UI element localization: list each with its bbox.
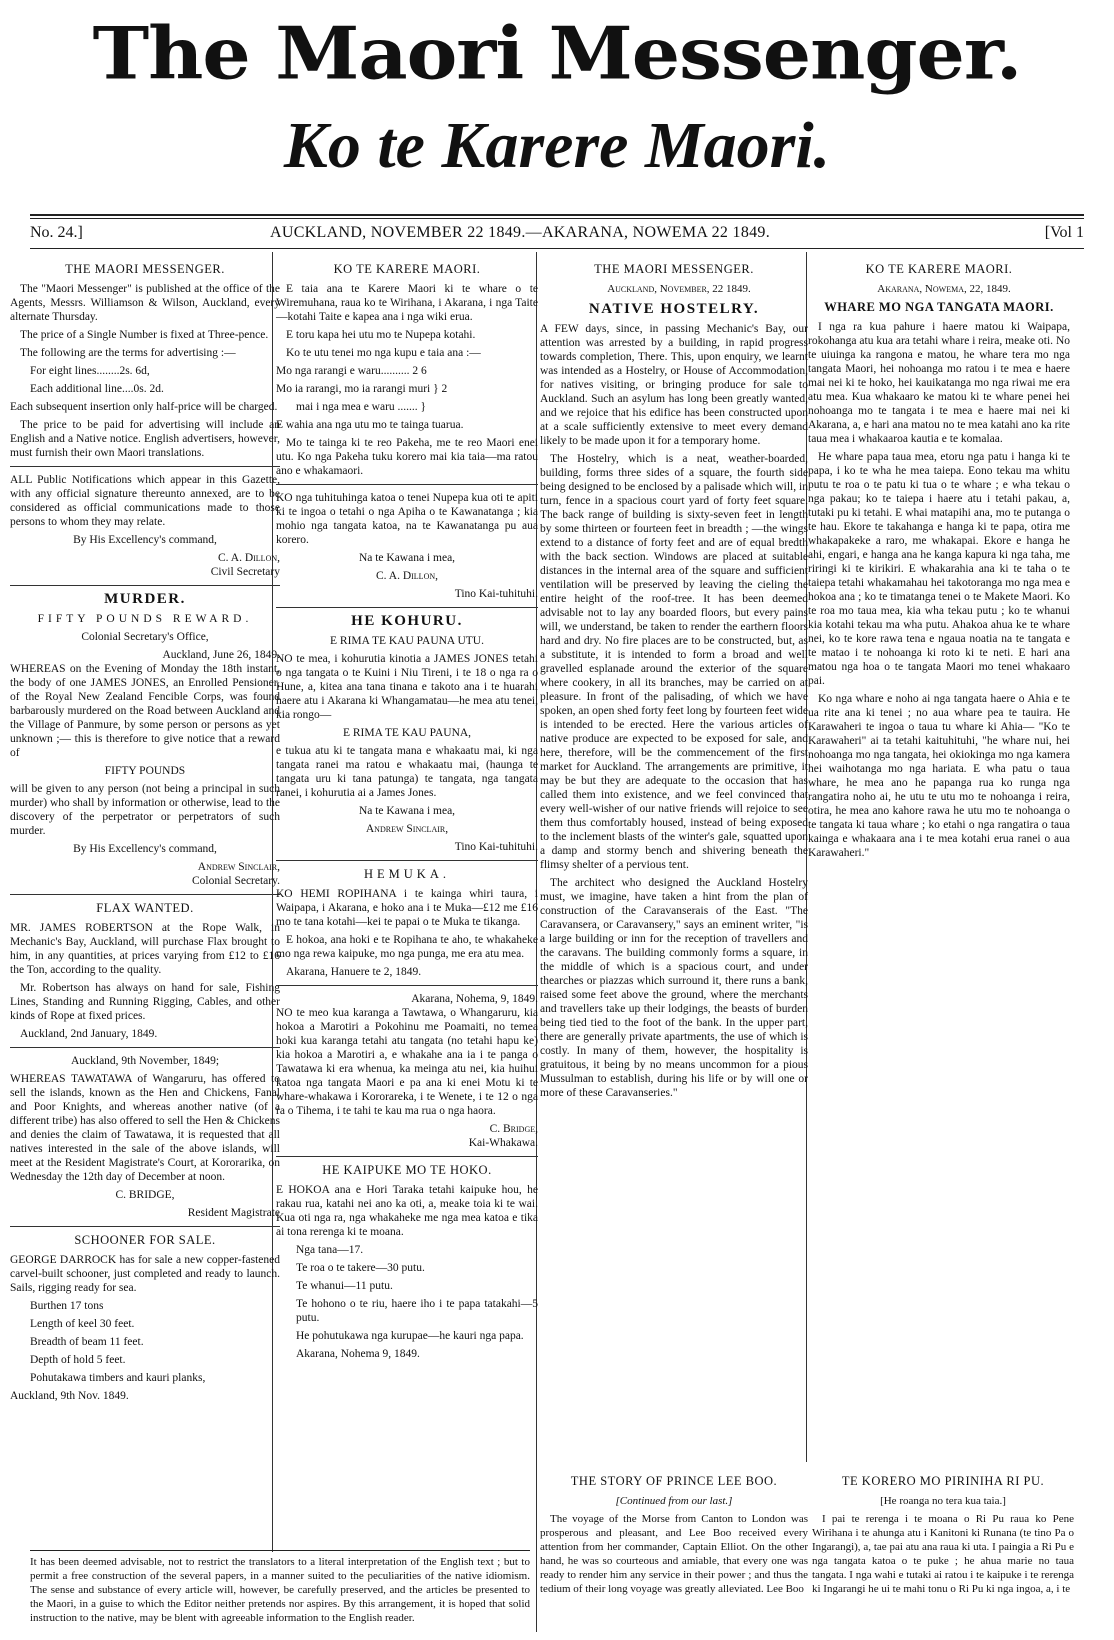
schooner-spec: Nga tana—17.: [296, 1244, 364, 1256]
schooner-notice: GEORGE DARROCK has for sale a new copper-fastened carvel-built schooner, just completed and ready to launch. Sails, rigging ready for sea.: [10, 1254, 280, 1294]
rate-line: mai i nga mea e waru ....... }: [296, 401, 427, 413]
column-heading: KO TE KARERE MAORI.: [865, 262, 1013, 276]
story-text: I pai te rerenga i te moana o Ri Pu raua ko Pene Wirihana i te ahunga atu i Kanitoni ki Runana (te tino Pa o Ingarangi), a, tae pai atu ana raua ki uta. I paingia a Ri Pu e nga tangata katoa o te puke ; he ahua marie no taua tangata. I nga wahi e tutaki ai ratou i te kaipuke i te rerenga ki Ingarangi he ui te mahi tonu o Ri Pu ki nga ingoa, a, i te: [812, 1513, 1074, 1595]
dateline-rule: [30, 248, 1084, 249]
signature-line: Na te Kawana i mea,: [358, 552, 456, 564]
rate-line: For eight lines........2s. 6d,: [30, 365, 150, 377]
rate-line: Mo ia rarangi, mo ia rarangi muri } 2: [276, 383, 448, 395]
article-paragraph: The architect who designed the Auckland Hostelry must, we imagine, have taken a hint from the plan of construction of the Caravanserais of the East. "The Caravansera, or Caravansery," says an eminent writer, "is a large building or inn for the reception of travellers and the caravans. The building commonly forms a square, in the middle of which is a spacious court, and under thearches or piazzas which surround it, there runs a bank, raised some feet above the ground, where the merchants and travellers take up their lodgings, the beasts of burden being tied tied to the foot of the bank. In the upper part, there are generally private apartments, the use of which is costly. In many of them, however, the hospitality is gratuitous, it being by no means uncommon for a pious Mussulman to establish, during his life or by will one or more of these Caravanseries.": [540, 877, 808, 1099]
masthead-title: The Maori Messenger.: [92, 11, 1022, 96]
article-paragraph: Ko nga whare e noho ai nga tangata haere o Ahia e te ua rite ana ki tenei ; no aua whare pea te tauira. He Karawaheri te ingoa o taua tu whare ki Ahia— "Ko te Karawaheri" ai ta tetahi kaituhituhi, "he whare nui, hei nohoanga mo nga tangata, hei okiokinga mo nga kamera hei waihotanga mo nga hariata. E wha patu o taua whare, he mea ano he papanga rua ko runga nga rangatira noho ai, he utu te utu mo te nohoanga i reira, otira, he mea ano kahore rawa he utu mo te nohoanga o te tangata ki taua whare ; ko etahi o nga rangatira o taua kainga e whakaara ana i te mea kotahi erua ranei o aua Karawaheri.": [808, 693, 1070, 859]
maori-article-column: [808, 258, 1070, 864]
article-heading: FLAX WANTED.: [96, 901, 194, 915]
advertising-note: Mo te tainga ki te reo Pakeha, me te reo Maori enei utu. Ko nga Pakeha tuku korero mai kia taia—ma ratou ano e whakamaori.: [276, 437, 538, 477]
insertion-note: Each subsequent insertion only half-price will be charged.: [10, 401, 278, 413]
article-paragraph: I nga ra kua pahure i haere matou ki Waipapa, rokohanga atu kua ara tetahi whare i reira, meake oti. No te uiuinga ka rangona e matou, he whare tera mo nga tangata Maori, hei nohoanga mo ratou i te mea e haere mai nei ki te hoko, hei kauikatanga mo nga riwai me era atu mea. Kua whakaaro ke matou ki te whare penei hei nohoanga mo te tangata i te mea e haere mai nei ki Akarana, a, e hari ana matou no te mea katahi ano ka rite taua mea i whakaaroa kautia e te komalaa.: [808, 321, 1070, 445]
signature-name: C. A. Dillon,: [217, 552, 280, 564]
separator: [276, 860, 538, 861]
separator: [10, 894, 280, 895]
issue-number: No. 24.]: [30, 224, 83, 241]
story-subheading: [Continued from our last.]: [615, 1495, 733, 1507]
issue-date: AUCKLAND, NOVEMBER 22 1849.—AKARANA, NOWEMA 22 1849.: [270, 224, 771, 241]
schooner-spec: Te hohono o te riu, haere iho i te papa tatakahi—5 putu.: [296, 1298, 538, 1324]
maori-notices-column: [276, 258, 538, 1365]
separator: [10, 585, 280, 586]
murder-notice-cont: will be given to any person (not being a principal in such murder) who shall by information or otherwise, lead to the discovery of the perpetrator or perpetrators of such murder.: [10, 783, 280, 837]
article-title: NATIVE HOSTELRY.: [588, 301, 760, 317]
rate-line: Each additional line....0s. 2d.: [30, 383, 164, 395]
schooner-notice: E HOKOA ana e Hori Taraka tetahi kaipuke hou, he rakau rua, katahi nei ano ka oti, a, meake toia ki te wai. Kua oti nga ra, nga whakaheke me nga mea katoa e tika ai tona rerenga ki te moana.: [276, 1184, 538, 1238]
article-heading: MURDER.: [104, 591, 186, 607]
article-heading: HE KAIPUKE MO TE HOKO.: [322, 1163, 492, 1177]
signature-name: C. Bridge,: [489, 1123, 538, 1135]
schooner-spec: Depth of hold 5 feet.: [30, 1354, 126, 1366]
official-notice: KO nga tuhituhinga katoa o tenei Nupepa kua oti te apiti ki te ingoa o tetahi o nga Apiha o te Kawanatanga ; kia mohio nga tangata katoa, na te Kawanatanga pu aua korero.: [276, 492, 538, 546]
reward-amount: FIFTY POUNDS: [104, 765, 186, 777]
footnote-rule: [30, 1550, 530, 1551]
reward-amount: E RIMA TE KAU PAUNA,: [342, 727, 472, 739]
schooner-spec: Te roa o te takere—30 putu.: [296, 1262, 425, 1274]
schooner-spec: Pohutakawa timbers and kauri planks,: [30, 1372, 206, 1384]
price-notice: E toru kapa hei utu mo te Nupepa kotahi.: [286, 329, 476, 341]
notice-date: Akarana, Nohema, 9, 1849.: [411, 993, 538, 1005]
separator: [276, 1156, 538, 1157]
official-notice: ALL Public Notifications which appear in this Gazette, with any official signature thereunto annexed, are to be considered as official communications made to those persons to whom they may relate.: [10, 474, 280, 528]
signature-title: Kai-Whakawa.: [468, 1137, 538, 1149]
article-date: Akarana, Nowema, 22, 1849.: [877, 283, 1011, 295]
islands-notice: WHEREAS TAWATAWA of Wangaruru, has offered to sell the islands, known as the Hen and Chickens, Fanal and Poor Knights, and whereas another native (of a different tribe) has also offered to sell the Hen & Chickens and denies the claim of Tawatawa, it is requested that all natives interested in the sale of the above islands, will meet at the Resident Magistrate's Court, at Kororarika, on Wednesday the 12th day of December at noon.: [10, 1073, 280, 1183]
column-heading: KO TE KARERE MAORI.: [333, 262, 481, 276]
islands-notice: NO te meo kua karanga a Tawtawa, o Whangaruru, kia hokoa a Marotiri a Pokohinu me Poamaiti, no temea hoki kua karanga tetahi atu tangata (no tetahi hapu ke) kia hokoa a Marotiri a, e whakahe ana ia i te panga o Tawatawa ki era whenua, ka meinga atu nei, kia huihui katoa nga tangata Maori e pa ana ki enei Motu ki te whare-whakawa i Kororareka, i te Wenete, i te 12 o nga ra o Tihema, i te tahi te kau ma rua o nga haora.: [276, 1007, 538, 1117]
publication-notice: E taia ana te Karere Maori ki te whare o te Wiremuhana, raua ko te Wirihana, i Akarana, i nga Taite—kotahi Taite e kapea ana i nga wiki erua.: [276, 283, 538, 323]
separator: [10, 1226, 280, 1227]
schooner-spec: He pohutukawa nga kurupae—he kauri nga papa.: [296, 1330, 524, 1342]
story-text: The voyage of the Morse from Canton to London was prosperous and pleasant, and Lee Boo received every attention from her commander, Captain Elliot. On the other hand, he was so courteous and amiable, that every one was ready to render him any service in their power ; and thus the tedium of their long voyage was greatly alleviated. Lee Boo: [540, 1513, 808, 1595]
schooner-spec: Burthen 17 tons: [30, 1300, 104, 1312]
insertion-note: E wahia ana nga utu mo te tainga tuarua.: [276, 419, 464, 431]
separator: [276, 484, 538, 485]
column-heading: THE MAORI MESSENGER.: [65, 262, 225, 276]
schooner-date: Akarana, Nohema 9, 1849.: [296, 1348, 420, 1360]
flax-notice-cont: E hokoa, ana hoki e te Ropihana te aho, te whakaheke mo nga rewa kaipuke, mo nga punga, me era atu mea.: [276, 934, 538, 960]
article-heading: HE KOHURU.: [351, 613, 463, 629]
story-heading: TE KORERO MO PIRINIHA RI PU.: [841, 1474, 1045, 1488]
schooner-date: Auckland, 9th Nov. 1849.: [10, 1390, 129, 1402]
advertising-note: The price to be paid for advertising will include an English and a Native notice. English advertisers, however, must furnish their own Maori translations.: [10, 419, 280, 459]
signature-line: By His Excellency's command,: [73, 843, 217, 855]
rate-line: Mo nga rarangi e waru.......... 2 6: [276, 365, 427, 377]
flax-notice: KO HEMI ROPIHANA i te kainga whiri taura, i Waipapa, i Akarana, e hoko ana i te Muka—£12 me £16 mo te tana kotahi—kei te papai o te Muka te tikanga.: [276, 888, 538, 928]
translation-footnote: It has been deemed advisable, not to restrict the translators to a literal interpretation of the English text ; but to permit a free construction of the several papers, in a manner suited to the peculiarities of the native idiomism. The sense and substance of every article will, however, be carefully preserved, and the articles be presented to the Maori, in a guise to which the Editor neither pretends nor aspires. By this arrangement, it is hoped that solid instruction to the native, may be blent with agreeable information to the English reader.: [30, 1556, 530, 1624]
english-notices-column: [10, 258, 280, 1407]
schooner-spec: Length of keel 30 feet.: [30, 1318, 135, 1330]
signature-title: Colonial Secretary.: [191, 875, 280, 887]
murder-notice-cont: e tukua atu ki te tangata mana e whakaatu mai, ki nga tangata ranei ma ratou e whakaatu mai, (haunga te tangata uru ki tana patunga) te tangata, nga tangata ranei, i kohurutia ai a James Jones.: [276, 745, 538, 799]
schooner-spec: Breadth of beam 11 feet.: [30, 1336, 144, 1348]
price-notice: The price of a Single Number is fixed at Three-pence.: [20, 329, 269, 341]
signature-title: Tino Kai-tuhituhi.: [454, 841, 538, 853]
office-date: Auckland, June 26, 1849.: [162, 649, 280, 661]
publication-notice: The "Maori Messenger" is published at the office of the Agents, Messrs. Williamson & Wilson, Auckland, every alternate Thursday.: [10, 283, 280, 323]
signature-line: By His Excellency's command,: [73, 534, 217, 546]
story-maori: [812, 1470, 1074, 1600]
office-line: Colonial Secretary's Office,: [81, 631, 209, 643]
english-article-column: [540, 258, 808, 1104]
flax-date: Akarana, Hanuere te 2, 1849.: [286, 966, 422, 978]
volume-number: [Vol 1: [1044, 224, 1084, 241]
separator: [10, 466, 280, 467]
signature-name: Andrew Sinclair,: [365, 823, 449, 835]
article-title: WHARE MO NGA TANGATA MAORI.: [824, 300, 1054, 314]
reward-heading: E RIMA TE KAU PAUNA UTU.: [330, 635, 484, 647]
article-date: Auckland, November, 22 1849.: [607, 283, 751, 295]
masthead: [0, 4, 1114, 214]
flax-notice: MR. JAMES ROBERTSON at the Rope Walk, in Mechanic's Bay, Auckland, will purchase Flax brought to him, in any quantities, at prices varying from £12 to £16 the Ton, according to the quality.: [10, 922, 280, 976]
separator: [276, 607, 538, 608]
signature-title: Tino Kai-tuhituhi.: [454, 588, 538, 600]
notice-date: Auckland, 9th November, 1849;: [70, 1055, 220, 1067]
column-heading: THE MAORI MESSENGER.: [594, 262, 754, 276]
signature-name: C. A. Dillon,: [375, 570, 438, 582]
schooner-spec: Te whanui—11 putu.: [296, 1280, 393, 1292]
article-paragraph: A FEW days, since, in passing Mechanic's Bay, our attention was arrested by a building, in rapid progress towards completion, There. This, upon enquiry, we learnt was intended as a Hostelry, or House of Accommodation, for natives visiting, or bringing produce for sale to Auckland. Such an asylum has long been greatly wanted, and we rejoice that his edifice has been constructed upon at a scale sufficiently extensive to meet every demand likely to be made upon it for a temporary home.: [540, 323, 808, 447]
article-paragraph: He whare papa taua mea, etoru nga patu i hanga ki te papa, i ko te wha he mea taiepa. Eono tekau ma whitu putu te roa o te patu ki tua o te whare ; e wha tekau o nga pakau; ko te taiepa i haere atu i tetahi pakau, a, tutaki pu ki tetahi. E whai matapihi ana, mo te putanga o te hau. Ekore te takahanga e hanga ki te papa, otira me whakapakeke a raro, me whakapai. Ekore e hanga he ahi, engari, e hanga ana he kanga kapura ki nga taha, me riringi ki te kirikiri. E whakarahia ana ki te taha o te taiepa tetahi whakamahau hei takotoranga mo nga mea e hokoa ana ; ko te timatanga tenei o te Makete Maori. Ko te roa mo taua mea, kia wha tekau putu ; ko te whanui kia kotahi tekau ma wha putu. Ahakoa ahua ke te whare nei, ko te kore rawa tena e ngaua noatia na te tangata e te matao i te nohoanga ki roto ki te neti. E hari ana matou nga hoa o te tangata Maori mo tenei whakaaro pai.: [808, 451, 1070, 687]
signature-name: C. BRIDGE,: [115, 1189, 175, 1201]
murder-notice: WHEREAS on the Evening of Monday the 18th instant, the body of one JAMES JONES, an Enrolled Pensioner, of the Royal New Zealand Fencible Corps, was found barbarously murdered on the Road between Auckland and the Village of Panmure, by some person or persons as yet unknown ;— this is therefore to give notice that a reward of: [10, 663, 280, 759]
masthead-subtitle: Ko te Karere Maori.: [283, 109, 831, 182]
signature-name: Andrew Sinclair,: [197, 861, 280, 873]
reward-heading: FIFTY POUNDS REWARD.: [37, 613, 253, 625]
top-rule-thin: [30, 218, 1084, 219]
flax-notice-cont: Mr. Robertson has always on hand for sale, Fishing Lines, Standing and Running Rigging, Cables, and other kinds of Rope at fixed prices.: [10, 982, 280, 1022]
article-heading: HEMUKA.: [364, 867, 450, 881]
story-english: [540, 1470, 808, 1600]
story-subheading: [He roanga no tera kua taia.]: [880, 1495, 1006, 1507]
signature-title: Resident Magistrate: [187, 1207, 280, 1219]
separator: [10, 1047, 280, 1048]
signature-title: Civil Secretary: [210, 566, 280, 578]
flax-date: Auckland, 2nd January, 1849.: [20, 1028, 158, 1040]
murder-notice: NO te mea, i kohurutia kinotia a JAMES JONES tetahi o nga tangata o te Kuini i Niu Tireni, i te 18 o nga ra o Hune, a, kitea ana tana tinana e takoto ana i te huarahi haere atu i Akarana ki Whangamatau—he mea atu tenei, kia rongo—: [276, 653, 538, 721]
terms-intro: Ko te utu tenei mo nga kupu e taia ana :—: [286, 347, 481, 359]
story-heading: THE STORY OF PRINCE LEE BOO.: [570, 1474, 778, 1488]
article-paragraph: The Hostelry, which is a neat, weather-boarded, building, forms three sides of a square, the fourth side being designed to be enclosed by a palisade which will, in turn, fence in a spacious court yard of forty feet square. The back range of building is sixty-seven feet in length by some thirteen or fourteen feet in breadth ; —the wings extend to a distance of forty feet and are of equal bredth with the back section. Windows are placed at suitable distances in the internal area of the square and sufficient ventilation will be preserved by leaving the cieling the entire height of the roof-tree. It has been deemed advisable not to lay any boarded floors, but every pains will, we understand, be taken to render the earthern floors hard and dry. No fire places are to be constructed, but, as a substitute, it is intended to form a broad and well gravelled esplanade around the exterior of the square where cookery, in all its branches, may be carried on at pleasure. In front of the palisading, of which we have spoken, an open shed forty feet long by fourteen feet wide is intended to be erected. Here the various articles of native produce are expected to be exposed for sale, and here, therefore, will be the commencement of the first market for Auckland. The arrangements are primitive, it may be but they are adequate to the occasion that has called them into existence, and we feel convinced that every well-wisher of our native friends will rejoice to see them thus comfortably housed, instead of being exposed to the inclement blasts of the winter's gale, squatted upon a damp and stormy bench and shivering beneath the flimsy shelter of a pervious tent.: [540, 453, 808, 871]
terms-intro: The following are the terms for advertising :—: [20, 347, 236, 359]
article-heading: SCHOONER FOR SALE.: [74, 1233, 216, 1247]
dateline: [30, 222, 1084, 246]
top-rule: [30, 214, 1084, 216]
separator: [276, 985, 538, 986]
signature-line: Na te Kawana i mea,: [358, 805, 456, 817]
